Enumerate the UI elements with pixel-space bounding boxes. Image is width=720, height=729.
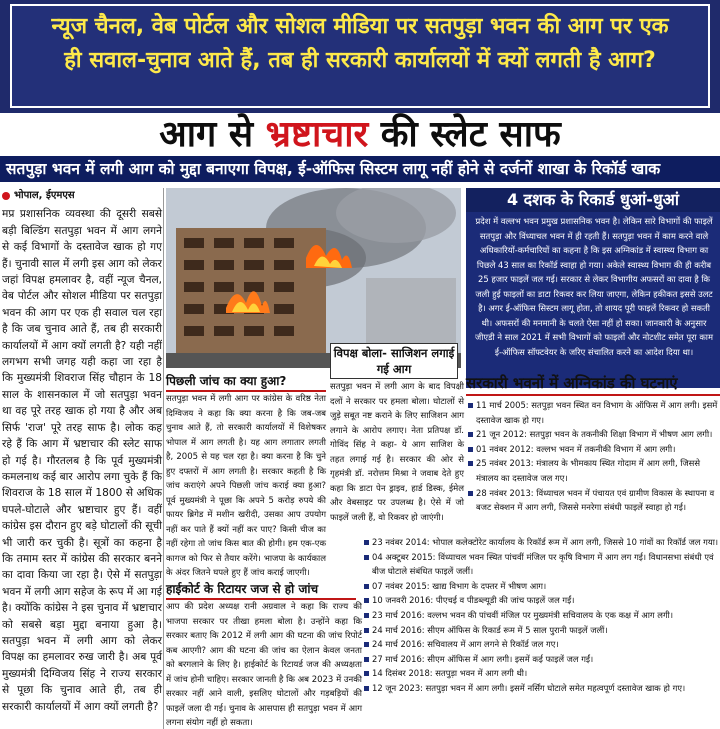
list-item: 12 जून 2023: सतपुड़ा भवन में आग लगी। इसमें नर्सिंग घोटाले समेत महत्वपूर्ण दस्तावेज खाक हो गए। [362, 681, 720, 696]
dateline-text: भोपाल, ईएमएस [14, 190, 75, 201]
list-item: 11 मार्च 2005: सतपुड़ा भवन स्थित वन विभाग के ऑफिस में आग लगी। इसमें दस्तावेज खाक हो गए। [466, 398, 720, 427]
list-item: 24 मार्च 2016: सचिवालय में आग लगने से रिकॉर्ड जल गए। [362, 637, 720, 652]
high-court-text: आप की प्रदेश अध्यक्ष रानी अग्रवाल ने कहा कि राज्य की भाजपा सरकार पर तीखा हमला बोला है। उन्होंने कहा कि सरकार बताए कि 2012 में लगी आग की घटना की जांच रिपोर्ट कब आएगी? आग की घटना की जांच का ऐलान केवल जनता को बरगलाने के लिए है। हाईकोर्ट के रिटायर्ड जज की अध्यक्षता में जांच होनी चाहिए। सरकार जानती है कि अब 2023 में उनकी सरकार नहीं आने वाली, इसलिए घोटालों और गड़बड़ियों की फाइलें जला दी गई। चुनाव के आसपास ही सतपुड़ा भवन में आग लगना संयोग नहीं हो सकता। [166, 602, 362, 728]
list-item: 14 दिसंबर 2018: सतपुड़ा भवन में आग लगी थी। [362, 666, 720, 681]
previous-inquiry-section [166, 372, 326, 582]
burning-building-illustration [166, 188, 461, 368]
top-banner-title [18, 10, 702, 78]
list-item: 01 नवंबर 2012: वल्लभ भवन में तकनीकी विभाग में आग लगी। [466, 442, 720, 457]
top-banner [0, 0, 720, 113]
vipaksh-title-box: विपक्ष बोला- साजिशन लगाई गई आग [330, 343, 458, 379]
headline-part2: भ्रष्टाचार [265, 114, 369, 155]
headline-part3: की स्लेट साफ [368, 114, 561, 155]
fire-photo [166, 188, 461, 368]
opposition-text: सतपुड़ा भवन में लगी आग के बाद विपक्षी दलों ने सरकार पर हमला बोला। घोटालों से जुड़े सबूत नष्ट कराने के लिए साजिशन आग लगाने के आरोप लगाए। नेता प्रतिपक्ष डॉ. गोविंद सिंह ने कहा- ये आग साजिश के तहत लगाई गई है। सरकार की ओर से गृहमंत्री डॉ. नरोत्तम मिश्रा ने जवाब देते हुए कहा कि डाटा पेन ड्राइव, हार्ड डिस्क, ईमेल और वेबसाइट पर उपलब्ध है। ऐसे में जो फाइलें जली हैं, वो रिकवर हो जाएंगी। [330, 382, 464, 523]
bullet-dot-icon [2, 192, 10, 200]
list-item: 24 मार्च 2016: सीएम ऑफिस के रिकार्ड रूम में 5 साल पुरानी फाइलें जलीं। [362, 623, 720, 638]
top-banner-line1: न्यूज चैनल, वेब पोर्टल और सोशल मीडिया पर सतपुड़ा भवन की आग पर एक [51, 14, 669, 39]
govt-building-fires-section [466, 372, 720, 532]
list-item: 25 नवंबर 2013: मंत्रालय के भीमकाय स्थित गोदाम में आग लगी, जिससे मंत्रालय का दस्तावेज जल गए। [466, 456, 720, 485]
high-court-title: हाईकोर्ट के रिटायर जज से हो जांच [166, 580, 356, 600]
list-item: 21 जून 2012: सतपुड़ा भवन के तकनीकी शिक्षा विभाग में भीषण आग लगी। [466, 427, 720, 442]
list-item: 10 जनवरी 2016: पीएचई व पीडब्ल्यूडी की जांच फाइलें जल गईं। [362, 593, 720, 608]
govt-building-fires-list-continued [362, 535, 720, 729]
headline-part1: आग से [159, 114, 266, 155]
column-divider [163, 188, 164, 729]
list-item: 23 मार्च 2016: वल्लभ भवन की पांचवीं मंजिल पर मुख्यमंत्री सचिवालय के एक कक्ष में आग लगी। [362, 608, 720, 623]
list-item: 28 नवंबर 2013: विंध्याचल भवन में पंचायत एवं ग्रामीण विकास के स्थापना व बजट सेक्शन में आग लगी, जिससे मनरेगा संबंधी फाइलें स्वाहा हो गई। [466, 486, 720, 515]
four-decade-records-box [466, 188, 720, 388]
govt-building-fires-title: सरकारी भवनों में अग्निकांड की घटनाएं [466, 372, 720, 396]
top-banner-line2: ही सवाल-चुनाव आते हैं, तब ही सरकारी कार्यालयों में क्यों लगती है आग? [64, 48, 656, 73]
previous-inquiry-text: सतपुड़ा भवन में लगी आग पर कांग्रेस के वरिष्ठ नेता दिग्विजय ने कहा कि क्या करना है कि जब-जब चुनाव आते हैं, तो सरकारी कार्यालयों में विशेषकर भोपाल में आग लगती है। यह आग लगातार लगती है, 2005 से यह चल रहा है। क्या करना है कि चुने हुए दफ्तरों में आग लगती है। सरकार कहती है कि जांच कराएंगे अपने पिछली जांच कराई क्या हुआ? पूर्व मुख्यमंत्री ने पूछा कि अपने 5 करोड़ रुपये की फायर ब्रिगेड में मशीन खरीदी, उसका आप उपयोग नहीं कर पाते हैं क्यों नहीं कर पाए? किसी चीज का नहीं रहेगा तो जांच किस बात की होगी। हम एक-एक कागज को फिर से तैयार करेंगे। भाजपा के कार्यकाल के अंदर जितने घपले हुए हैं जांच कराई जाएगी। [166, 394, 326, 578]
left-article-body: मप्र प्रशासनिक व्यवस्था की दूसरी सबसे बड़ी बिल्डिंग सतपुड़ा भवन में आग लगने से कई विभागों के दस्तावेज खाक हो गए हैं। चुनावी साल में लगी इस आग को लेकर जहां विपक्ष हमलावर है, वहीं न्यूज चैनल, वेब पोर्टल और सोशल मीडिया पर सतपुड़ा भवन की आग पर एक ही सवाल चल रहा है कि जब चुनाव आते हैं, तब ही सरकारी कार्यालयों में आग क्यों लगती है? यही नहीं लगभग सभी जगह यही कहा जा रहा है कि मुख्यमंत्री शिवराज सिंह चौहान के 18 साल के शासनकाल में जो सतपुड़ा भवन था वह पूरे तरह खाक हो गया है और अब सिर्फ 'राज' पूरे तरह साफ है। लोक कह रहे हैं कि आग में भ्रष्टाचार की स्लेट साफ हो गई है। गौरतलब है कि पूर्व मुख्यमंत्री कमलनाथ कई बार आरोप लगा चुके हैं कि शिवराज के 18 साल में 1800 से अधिक घपले-घोटाले और भ्रष्टाचार हुए हैं। वहीं कांग्रेस इस दौरान हुए बड़े घोटालों की सूची भी जारी कर चुकी है। सूत्रों का कहना है कि तमाम स्तर में कांग्रेस की सरकार बनने का दावा किया जा रहा है। ऐसे में सतपुड़ा भवन में लगी आग सहेज के रूप में आ गई है। क्योंकि कांग्रेस ने इस चुनाव में भ्रष्टाचार को सबसे बड़ा मुद्दा बनाया हुआ है। सतपुड़ा भवन में लगी आग को लेकर विपक्ष का हमलावर रुख जारी है। अब पूर्व मुख्यमंत्री दिग्विजय सिंह ने राज्य सरकार से पूछा कि चुनाव आते ही, तब ही सरकारी कार्यालयों में आग क्यों लगती है? [2, 208, 162, 713]
list-item: 04 अक्टूबर 2015: विंध्याचल भवन स्थित पांचवीं मंजिल पर कृषि विभाग में आग लग गई। विधानसभा संबंधी एवं बीज घोटाले संबंधित फाइलें जलीं। [362, 550, 720, 579]
list-item: 23 नवंबर 2014: भोपाल कलेक्टोरेट कार्यालय के रिकॉर्ड रूम में आग लगी, जिससे 10 गांवों का रिकॉर्ड जल गया। [362, 535, 720, 550]
four-decade-records-title: 4 दशक के रिकार्ड धुआं-धुआं [466, 188, 720, 212]
four-decade-records-text: प्रदेश में वल्लभ भवन प्रमुख प्रशासनिक भवन है। लेकिन सारे विभागों की फाइलें सतपुड़ा और विंध्याचल भवन में ही रहती हैं। सतपुड़ा भवन में काम करने वाले अधिकारियों-कर्मचारियों का कहना है कि इस अग्निकांड में स्वास्थ्य विभाग का पिछले 43 साल का रिकॉर्ड स्वाहा हो गया। अकेले स्वास्थ्य विभाग की ही करीब 25 हजार फाइलें जल गई। सरकार से लेकर विभागीय अफसरों का दावा है कि जली हुई फाइलों का डाटा रिकवर कर लिया जाएगा, लेकिन हकीकत इससे उलट है। अगर ई-ऑफिस सिस्टम लागू होता, तो शायद पूरी फाइलें रिकवर हो सकती थी। अफसरों की मनमानी के चलते ऐसा नहीं हो सका। जानकारी के अनुसार जीएडी ने साल 2021 में सभी विभागों को फाइलों और नोटशीट समेत पूरा काम ई-ऑफिस सॉफ्टवेयर के जरिए संचालित करने का आदेश दिया था। [475, 216, 713, 357]
main-headline [0, 113, 720, 155]
previous-inquiry-title: पिछली जांच का क्या हुआ? [166, 372, 326, 392]
left-column-article [2, 188, 162, 729]
dateline [2, 188, 162, 204]
list-item: 07 नवंबर 2015: खाद्य विभाग के दफ्तर में भीषण आग। [362, 579, 720, 594]
list-item: 27 मार्च 2016: सीएम ऑफिस में आग लगी। इसमें कई फाइलें जल गईं। [362, 652, 720, 667]
subheadline: सतपुड़ा भवन में लगी आग को मुद्दा बनाएगा विपक्ष, ई-ऑफिस सिस्टम लागू नहीं होने से दर्जनों शाखा के रिकॉर्ड खाक [0, 156, 720, 182]
